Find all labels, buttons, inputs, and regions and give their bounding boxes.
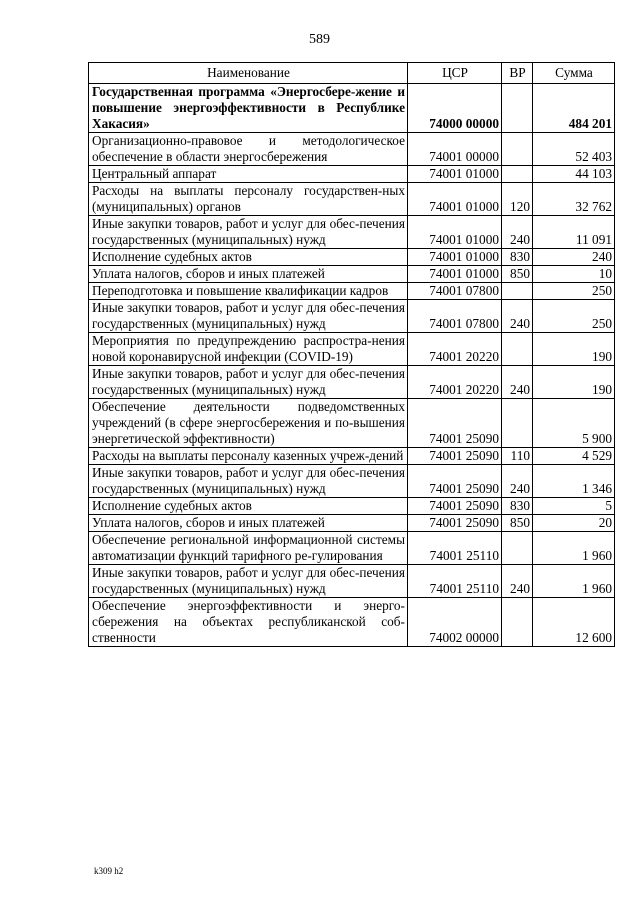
row-sum: 250 [533,283,615,300]
table-row [89,532,615,565]
row-csr: 74001 01000 [408,183,502,216]
row-vr: 850 [502,266,533,283]
row-vr [502,283,533,300]
row-sum: 190 [533,366,615,399]
table-row [89,448,615,465]
row-name: Организационно-правовое и методологическое обеспечение в области энергосбережения [89,133,408,166]
row-csr: 74001 25090 [408,448,502,465]
row-csr: 74001 07800 [408,300,502,333]
row-csr: 74001 25090 [408,465,502,498]
row-csr: 74001 25090 [408,399,502,448]
row-name: Государственная программа «Энергосбере-жение и повышение энергоэффективности в Республике Хакасия» [89,84,408,133]
row-vr: 110 [502,448,533,465]
row-vr [502,399,533,448]
page-number: 589 [309,32,330,47]
row-name: Иные закупки товаров, работ и услуг для обес-печения государственных (муниципальных) нужд [89,216,408,249]
row-vr [502,598,533,647]
row-csr: 74002 00000 [408,598,502,647]
row-name: Уплата налогов, сборов и иных платежей [89,515,408,532]
row-sum: 11 091 [533,216,615,249]
table-header-row [89,63,615,84]
row-sum: 240 [533,249,615,266]
row-csr: 74001 20220 [408,333,502,366]
row-csr: 74001 07800 [408,283,502,300]
row-csr: 74000 00000 [408,84,502,133]
header-vr: ВР [502,63,533,84]
table-row [89,300,615,333]
table-body [89,84,615,647]
row-sum: 10 [533,266,615,283]
row-csr: 74001 20220 [408,366,502,399]
table-row [89,565,615,598]
table-row [89,366,615,399]
row-name: Расходы на выплаты персоналу государствен-ных (муниципальных) органов [89,183,408,216]
row-vr [502,166,533,183]
table-row [89,133,615,166]
row-name: Исполнение судебных актов [89,249,408,266]
row-vr: 240 [502,216,533,249]
row-sum: 1 960 [533,532,615,565]
header-csr: ЦСР [408,63,502,84]
table-row [89,515,615,532]
budget-table [88,62,615,647]
row-vr: 120 [502,183,533,216]
row-csr: 74001 01000 [408,166,502,183]
row-csr: 74001 25090 [408,515,502,532]
row-csr: 74001 25110 [408,532,502,565]
row-name: Иные закупки товаров, работ и услуг для обес-печения государственных (муниципальных) нужд [89,465,408,498]
row-name: Обеспечение энергоэффективности и энерго-сбережения на объектах республиканской соб-ственности [89,598,408,647]
row-name: Мероприятия по предупреждению распростра-нения новой коронавирусной инфекции (COVID-19) [89,333,408,366]
table-row [89,283,615,300]
table-row [89,498,615,515]
row-sum: 5 900 [533,399,615,448]
row-sum: 484 201 [533,84,615,133]
row-sum: 32 762 [533,183,615,216]
row-sum: 1 346 [533,465,615,498]
row-name: Расходы на выплаты персоналу казенных учреж-дений [89,448,408,465]
table-row [89,598,615,647]
row-name: Переподготовка и повышение квалификации кадров [89,283,408,300]
row-vr: 830 [502,498,533,515]
header-sum: Сумма [533,63,615,84]
row-name: Обеспечение региональной информационной системы автоматизации функций тарифного ре-гулирования [89,532,408,565]
row-sum: 5 [533,498,615,515]
row-sum: 1 960 [533,565,615,598]
row-vr: 240 [502,366,533,399]
table-row [89,399,615,448]
table-row [89,249,615,266]
row-name: Иные закупки товаров, работ и услуг для обес-печения государственных (муниципальных) нужд [89,300,408,333]
row-name: Обеспечение деятельности подведомственных учреждений (в сфере энергосбережения и по-вышения энергетической эффективности) [89,399,408,448]
row-vr [502,133,533,166]
row-vr: 830 [502,249,533,266]
footer-code: k309 h2 [94,866,124,876]
row-vr [502,532,533,565]
row-sum: 250 [533,300,615,333]
row-csr: 74001 01000 [408,216,502,249]
row-name: Центральный аппарат [89,166,408,183]
row-csr: 74001 00000 [408,133,502,166]
table-row [89,465,615,498]
row-name: Иные закупки товаров, работ и услуг для обес-печения государственных (муниципальных) нужд [89,366,408,399]
row-csr: 74001 01000 [408,249,502,266]
row-sum: 20 [533,515,615,532]
row-sum: 52 403 [533,133,615,166]
row-name: Иные закупки товаров, работ и услуг для обес-печения государственных (муниципальных) нужд [89,565,408,598]
row-vr [502,84,533,133]
row-csr: 74001 01000 [408,266,502,283]
row-csr: 74001 25110 [408,565,502,598]
row-sum: 44 103 [533,166,615,183]
table-row [89,166,615,183]
row-vr: 240 [502,565,533,598]
table-row [89,333,615,366]
row-vr: 240 [502,465,533,498]
row-name: Исполнение судебных актов [89,498,408,515]
table-row [89,84,615,133]
table-row [89,266,615,283]
row-vr: 240 [502,300,533,333]
table-row [89,183,615,216]
table-row [89,216,615,249]
row-sum: 12 600 [533,598,615,647]
row-vr [502,333,533,366]
row-vr: 850 [502,515,533,532]
row-csr: 74001 25090 [408,498,502,515]
row-sum: 4 529 [533,448,615,465]
header-name: Наименование [89,63,408,84]
row-sum: 190 [533,333,615,366]
row-name: Уплата налогов, сборов и иных платежей [89,266,408,283]
